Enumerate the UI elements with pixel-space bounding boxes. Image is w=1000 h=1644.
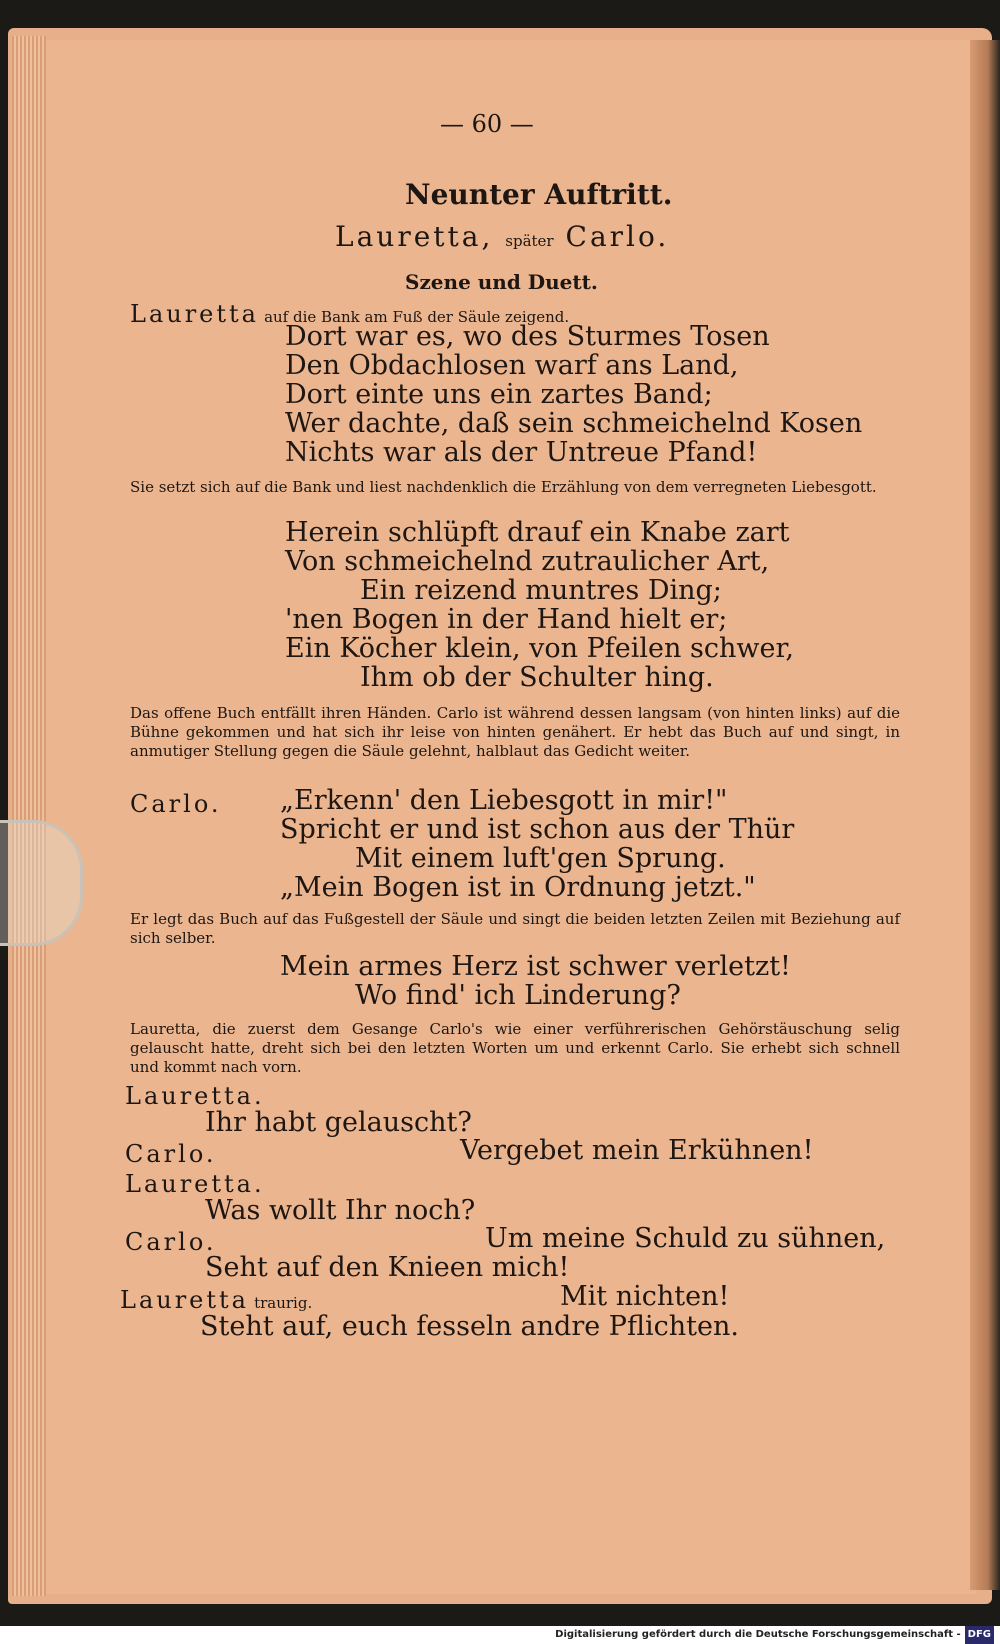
verse-line: 'nen Bogen in der Hand hielt er; [285,604,728,635]
verse-line: Seht auf den Knieen mich! [205,1252,570,1283]
characters-later: später [505,232,554,250]
page-edges [12,36,46,1596]
speaker-name: Lauretta [130,300,259,328]
stage-direction: Lauretta, die zuerst dem Gesange Carlo's wie einer verführerischen Gehörstäuschung selig gelauscht hatte, dreht sich bei den letzten Worten um und erkennt Carlo. Sie erhebt sich schnell und kommt nach vorn. [130,1020,900,1076]
footer-text: Digitalisierung gefördert durch die Deutsche Forschungsgemeinschaft - [555,1629,961,1640]
speaker-name: Lauretta. [125,1170,265,1198]
verse-line: Ihm ob der Schulter hing. [360,662,714,693]
page-clip [0,820,83,946]
page-number: — 60 — [440,110,534,138]
verse-line: Spricht er und ist schon aus der Thür [280,814,795,845]
scene-title: Neunter Auftritt. [405,178,673,211]
verse-line: Ihr habt gelauscht? [205,1107,472,1138]
dfg-logo: DFG [965,1626,994,1644]
verse-line: Was wollt Ihr noch? [205,1195,476,1226]
character-lauretta: Lauretta, [335,220,494,253]
verse-line: Vergebet mein Erkühnen! [460,1135,814,1166]
verse-line: Dort einte uns ein zartes Band; [285,379,713,410]
verse-line: Um meine Schuld zu sühnen, [485,1223,886,1254]
speaker-line [120,1286,312,1314]
verse-line: Herein schlüpft drauf ein Knabe zart [285,517,790,548]
verse-line: Den Obdachlosen warf ans Land, [285,350,739,381]
speaker-name: Lauretta [120,1286,249,1314]
verse-line: „Erkenn' den Liebesgott in mir!" [280,785,728,816]
verse-line: Mit einem luft'gen Sprung. [355,843,726,874]
speaker-name: Carlo. [130,790,222,818]
verse-line: Von schmeichelnd zutraulicher Art, [285,546,770,577]
scene-subtitle: Szene und Duett. [405,270,598,294]
characters-line [335,220,669,253]
verse-line: Ein reizend muntres Ding; [360,575,722,606]
stage-direction: traurig. [254,1294,313,1312]
verse-line: Mit nichten! [560,1281,730,1312]
verse-line: Wo find' ich Linderung? [355,980,681,1011]
verse-line: Wer dachte, daß sein schmeichelnd Kosen [285,408,863,439]
stage-direction: auf die Bank am Fuß der Säule zeigend. [264,308,570,326]
verse-line: Dort war es, wo des Sturmes Tosen [285,321,770,352]
stage-direction: Er legt das Buch auf das Fußgestell der Säule und singt die beiden letzten Zeilen mit Beziehung auf sich selber. [130,910,900,947]
verse-line: Ein Köcher klein, von Pfeilen schwer, [285,633,794,664]
verse-line: Nichts war als der Untreue Pfand! [285,437,758,468]
speaker-name: Carlo. [125,1228,217,1256]
character-carlo: Carlo. [565,220,670,253]
verse-line: „Mein Bogen ist in Ordnung jetzt." [280,872,756,903]
digitization-footer [0,1626,1000,1644]
verse-line: Mein armes Herz ist schwer verletzt! [280,951,791,982]
speaker-name: Carlo. [125,1140,217,1168]
stage-direction: Sie setzt sich auf die Bank und liest nachdenklich die Erzählung von dem verregneten Liebesgott. [130,478,877,496]
stage-direction: Das offene Buch entfällt ihren Händen. Carlo ist während dessen langsam (von hinten links) auf die Bühne gekommen und hat sich ihr leise von hinten genähert. Er hebt das Buch auf und singt, in anmutiger Stellung gegen die Säule gelehnt, halblaut das Gedicht weiter. [130,704,900,760]
page-curl [970,40,1000,1590]
verse-line: Steht auf, euch fesseln andre Pflichten. [200,1311,739,1342]
speaker-name: Lauretta. [125,1082,265,1110]
